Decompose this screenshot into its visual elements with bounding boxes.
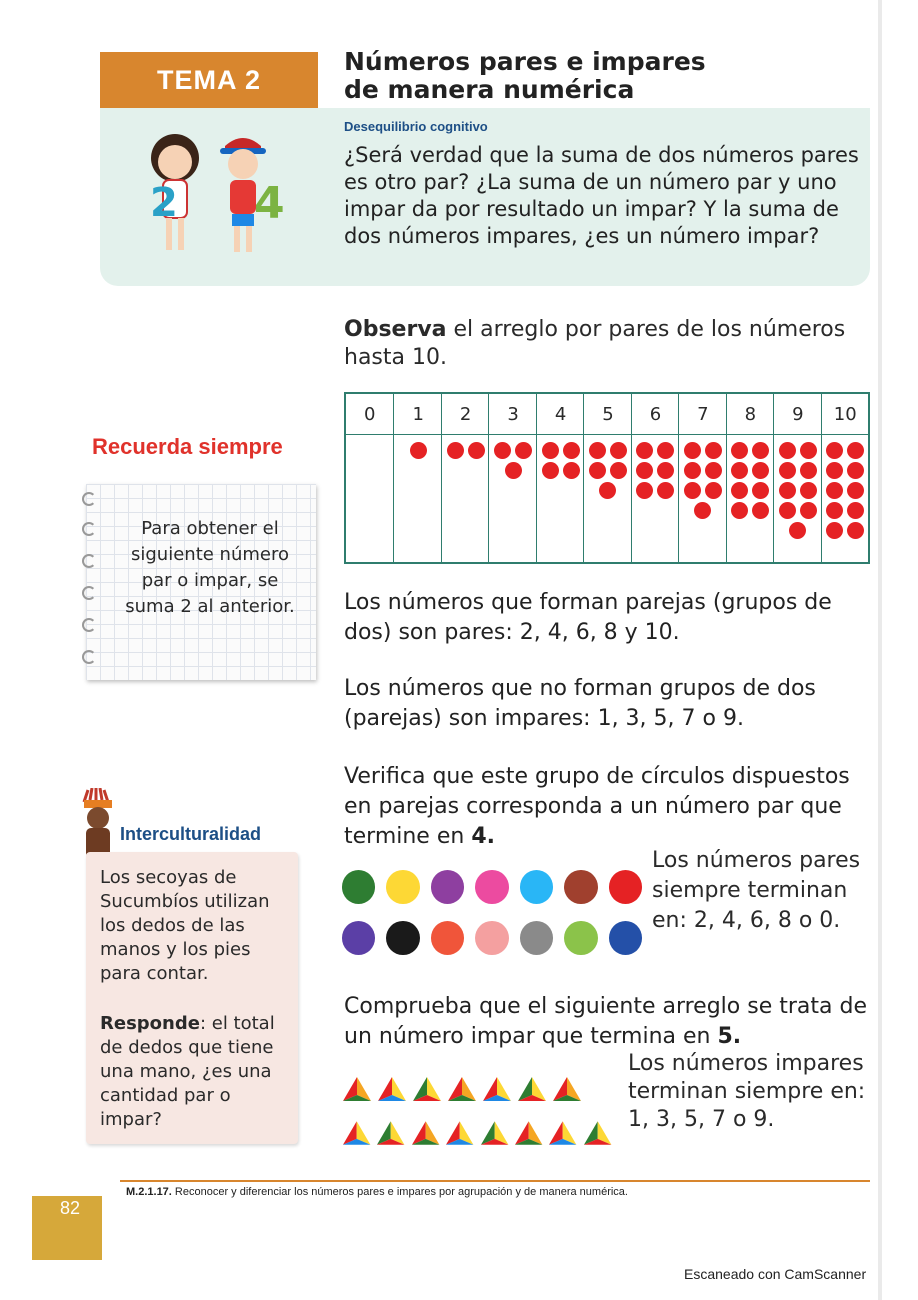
triangle-icon [411,1120,440,1146]
colored-circle [386,870,419,904]
responde-bold: Responde [100,1013,200,1034]
colored-circle [386,921,419,955]
triangle-row-2 [342,1120,612,1146]
intro-text: ¿Será verdad que la suma de dos números pares es otro par? ¿La suma de un número par y uno impar da por resultado un impar? Y la suma de dos números impares, ¿es un número impar? [344,143,859,248]
verifica-main: Verifica que este grupo de círculos dispuestos en parejas corresponda a un número par que termine en [344,764,850,849]
table-column-6 [631,394,679,562]
indigenous-figure-icon [76,788,120,860]
colored-circle [342,921,375,955]
red-dot [636,482,653,499]
ring-icon [82,618,96,632]
red-dot [847,482,864,499]
colored-circle [609,921,642,955]
table-header-7: 7 [679,394,726,435]
page-title [344,48,864,104]
comprueba-text [344,992,872,1052]
red-dot [826,462,843,479]
red-dot [705,482,722,499]
red-dot [847,442,864,459]
red-dot [779,502,796,519]
red-dot [599,482,616,499]
dot-group [537,442,584,479]
impares-note: Los números impares terminan siempre en: 1, 3, 5, 7 o 9. [628,1051,866,1132]
red-dot [752,502,769,519]
inter-title: Interculturalidad [120,824,262,844]
table-column-5 [583,394,631,562]
red-dot [847,522,864,539]
circle-row-2 [342,921,642,955]
table-header-0: 0 [346,394,393,435]
triangle-icon [517,1076,547,1102]
red-dot [705,462,722,479]
red-dot [657,442,674,459]
colored-circle [431,921,464,955]
red-dot [779,442,796,459]
impares-text: Los números que no forman grupos de dos (parejas) son impares: 1, 3, 5, 7 o 9. [344,676,816,731]
table-header-8: 8 [727,394,774,435]
table-column-1 [393,394,441,562]
red-dot [505,462,522,479]
dot-group [822,442,869,539]
red-dot [657,462,674,479]
red-dot [826,522,843,539]
triangle-icon [583,1120,612,1146]
tema-badge: TEMA 2 [100,52,318,108]
title-line-2: de manera numérica [344,75,635,104]
dot-group [489,442,536,479]
triangle-icon [514,1120,543,1146]
red-dot [826,442,843,459]
table-column-0 [346,394,393,562]
verifica-text [344,762,872,852]
ring-icon [82,650,96,664]
recuerda-title: Recuerda siempre [92,434,283,459]
triangle-row-1 [342,1076,612,1102]
red-dot [752,442,769,459]
observa-rest: el arreglo por pares de los números hasta 10. [344,317,846,370]
kid-number-4: 4 [254,178,285,229]
ring-icon [82,586,96,600]
table-header-10: 10 [822,394,869,435]
table-header-6: 6 [632,394,679,435]
table-column-3 [488,394,536,562]
recuerda-text: Para obtener el siguiente número par o impar, se suma 2 al anterior. [125,518,295,617]
colored-circle [564,870,597,904]
table-column-4 [536,394,584,562]
red-dot [694,502,711,519]
responde-rest: : el total de dedos que tiene una mano, ¿es una cantidad par o impar? [100,1013,275,1130]
red-dot [410,442,427,459]
title-line-1: Números pares e impares [344,47,706,76]
triangle-icon [548,1120,577,1146]
red-dot [563,442,580,459]
table-column-8 [726,394,774,562]
red-dot [752,462,769,479]
red-dot [447,442,464,459]
red-dot [731,442,748,459]
dot-group [394,442,441,459]
scanner-watermark: Escaneado con CamScanner [684,1266,867,1282]
triangle-icon [445,1120,474,1146]
colored-circle [342,870,375,904]
circle-row-1 [342,870,642,904]
red-dot [826,482,843,499]
table-column-9 [773,394,821,562]
ring-icon [82,492,96,506]
red-dot [684,442,701,459]
colored-circle [564,921,597,955]
colored-circle [431,870,464,904]
red-dot [705,442,722,459]
table-header-9: 9 [774,394,821,435]
red-dot [847,462,864,479]
inter-text: Los secoyas de Sucumbíos utilizan los dedos de las manos y los pies para contar. [100,867,270,984]
triangle-icon [412,1076,442,1102]
red-dot [589,462,606,479]
table-column-10 [821,394,869,562]
page-number: 82 [60,1198,81,1218]
dot-group [632,442,679,499]
red-dot [684,482,701,499]
red-dot [800,502,817,519]
pares-note: Los números pares siempre terminan en: 2, 4, 6, 8 o 0. [652,848,861,933]
responde-text [100,1012,290,1132]
footer-divider [120,1180,870,1182]
red-dot [684,462,701,479]
colored-circle [475,870,508,904]
red-dot [752,482,769,499]
red-dot [847,502,864,519]
table-header-2: 2 [442,394,489,435]
ring-icon [82,554,96,568]
dot-group [679,442,726,519]
triangle-icon [377,1076,407,1102]
comprueba-bold: 5. [717,1024,742,1049]
table-column-7 [678,394,726,562]
colored-circle [520,870,553,904]
colored-circle [475,921,508,955]
triangle-icon [342,1076,372,1102]
ring-icon [82,522,96,536]
verifica-bold: 4. [471,824,495,849]
comprueba-main: Comprueba que el siguiente arreglo se trata de un número impar que termina en [344,994,867,1049]
triangle-icon [480,1120,509,1146]
skill-text: Reconocer y diferenciar los números pares e impares por agrupación y de manera numérica. [171,1186,628,1198]
table-header-1: 1 [394,394,441,435]
table-header-3: 3 [489,394,536,435]
red-dot [779,462,796,479]
red-dot [800,482,817,499]
red-dot [731,502,748,519]
triangle-icon [342,1120,371,1146]
colored-circle [520,921,553,955]
skill-code: M.2.1.17. [126,1186,172,1198]
dot-group [727,442,774,519]
observa-text [344,316,874,372]
kids-illustration [130,118,300,268]
red-dot [800,442,817,459]
triangle-icon [447,1076,477,1102]
colored-circle [609,870,642,904]
red-dot [731,462,748,479]
red-dot [563,462,580,479]
red-dot [657,482,674,499]
red-dot [636,462,653,479]
observa-bold: Observa [344,317,447,342]
table-header-5: 5 [584,394,631,435]
table-column-2 [441,394,489,562]
red-dot [636,442,653,459]
red-dot [610,462,627,479]
subtitle: Desequilibrio cognitivo [344,119,488,134]
dot-group [774,442,821,539]
triangle-icon [482,1076,512,1102]
red-dot [542,442,559,459]
colored-circles [342,870,642,972]
footer-skill [126,1186,628,1198]
red-dot [779,482,796,499]
red-dot [800,462,817,479]
red-dot [789,522,806,539]
number-dots-table [344,392,870,564]
dot-group [584,442,631,499]
red-dot [589,442,606,459]
red-dot [731,482,748,499]
pares-text: Los números que forman parejas (grupos de dos) son pares: 2, 4, 6, 8 y 10. [344,590,832,645]
triangle-icon [376,1120,405,1146]
kid-number-2: 2 [150,180,178,226]
red-dot [826,502,843,519]
triangle-arrangement [342,1076,612,1164]
red-dot [610,442,627,459]
red-dot [468,442,485,459]
red-dot [542,462,559,479]
page-edge [878,0,882,1300]
red-dot [494,442,511,459]
table-header-4: 4 [537,394,584,435]
dot-group [442,442,489,459]
red-dot [515,442,532,459]
triangle-icon [552,1076,582,1102]
